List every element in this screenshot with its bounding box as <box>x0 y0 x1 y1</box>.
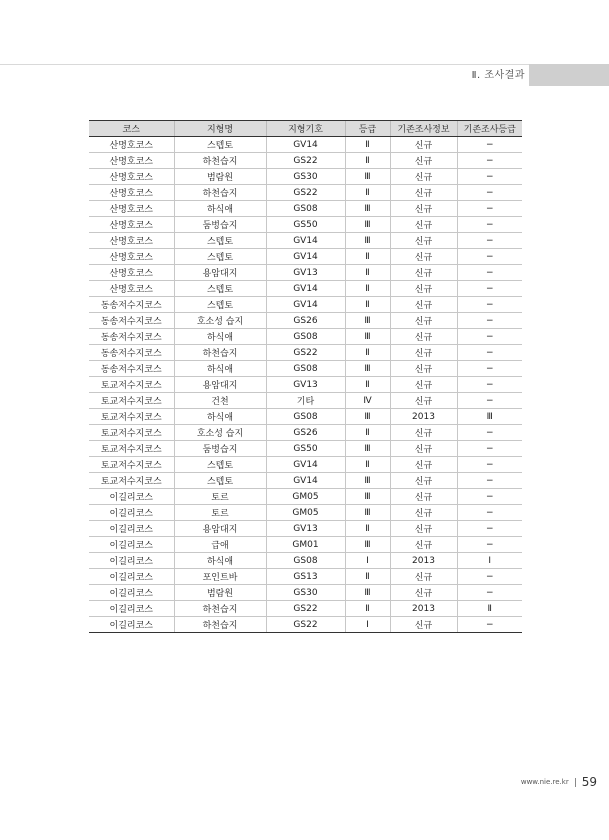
cell-prior-survey-info: 신규 <box>390 441 457 457</box>
table-row <box>89 585 522 601</box>
cell-landform-code: GM05 <box>266 505 345 521</box>
cell-prior-survey-info: 2013 <box>390 601 457 617</box>
column-header-landform-name: 지형명 <box>174 121 266 137</box>
cell-landform-name: 스텝토 <box>174 281 266 297</box>
cell-landform-name: 스텝토 <box>174 233 266 249</box>
cell-prior-survey-info: 신규 <box>390 585 457 601</box>
table-row <box>89 393 522 409</box>
cell-course: 산명호코스 <box>89 249 174 265</box>
cell-landform-name: 범람원 <box>174 169 266 185</box>
cell-landform-name: 용암대지 <box>174 265 266 281</box>
cell-grade: Ⅲ <box>345 409 390 425</box>
cell-course: 토교저수지코스 <box>89 441 174 457</box>
column-header-landform-code: 지형기호 <box>266 121 345 137</box>
cell-landform-code: GS22 <box>266 345 345 361</box>
cell-prior-survey-info: 신규 <box>390 377 457 393</box>
cell-grade: Ⅰ <box>345 617 390 633</box>
cell-landform-code: GS30 <box>266 585 345 601</box>
table-row <box>89 201 522 217</box>
table-row <box>89 505 522 521</box>
table-row <box>89 377 522 393</box>
cell-prior-survey-grade: − <box>457 569 522 585</box>
cell-grade: Ⅲ <box>345 217 390 233</box>
cell-prior-survey-grade: − <box>457 473 522 489</box>
cell-grade: Ⅲ <box>345 441 390 457</box>
cell-grade: Ⅲ <box>345 537 390 553</box>
cell-landform-code: GS08 <box>266 409 345 425</box>
cell-prior-survey-grade: − <box>457 233 522 249</box>
cell-landform-name: 건천 <box>174 393 266 409</box>
cell-prior-survey-grade: − <box>457 521 522 537</box>
cell-landform-name: 토르 <box>174 505 266 521</box>
table-row <box>89 537 522 553</box>
cell-landform-code: GS08 <box>266 553 345 569</box>
table-row <box>89 313 522 329</box>
table-row <box>89 409 522 425</box>
cell-course: 동송저수지코스 <box>89 297 174 313</box>
cell-prior-survey-grade: − <box>457 281 522 297</box>
table-row <box>89 297 522 313</box>
cell-grade: Ⅱ <box>345 521 390 537</box>
cell-course: 이길리코스 <box>89 537 174 553</box>
cell-grade: Ⅲ <box>345 169 390 185</box>
cell-landform-name: 하식애 <box>174 201 266 217</box>
cell-landform-code: GS08 <box>266 329 345 345</box>
cell-course: 이길리코스 <box>89 617 174 633</box>
cell-prior-survey-info: 신규 <box>390 169 457 185</box>
table-row <box>89 441 522 457</box>
cell-landform-code: GS30 <box>266 169 345 185</box>
cell-landform-name: 스텝토 <box>174 297 266 313</box>
cell-landform-code: GV14 <box>266 249 345 265</box>
table-row <box>89 329 522 345</box>
cell-grade: Ⅱ <box>345 569 390 585</box>
cell-course: 동송저수지코스 <box>89 345 174 361</box>
cell-landform-code: GV14 <box>266 473 345 489</box>
cell-grade: Ⅳ <box>345 393 390 409</box>
cell-landform-code: GV14 <box>266 233 345 249</box>
header-tab-block <box>529 64 609 86</box>
cell-course: 토교저수지코스 <box>89 409 174 425</box>
cell-landform-name: 둠벙습지 <box>174 441 266 457</box>
table-row <box>89 489 522 505</box>
cell-grade: Ⅱ <box>345 137 390 153</box>
table-row <box>89 457 522 473</box>
table-row <box>89 569 522 585</box>
cell-course: 토교저수지코스 <box>89 457 174 473</box>
cell-landform-name: 하천습지 <box>174 185 266 201</box>
cell-grade: Ⅱ <box>345 281 390 297</box>
cell-prior-survey-grade: − <box>457 329 522 345</box>
cell-prior-survey-grade: − <box>457 153 522 169</box>
table-row <box>89 521 522 537</box>
cell-prior-survey-grade: − <box>457 265 522 281</box>
cell-landform-code: 기타 <box>266 393 345 409</box>
cell-grade: Ⅱ <box>345 185 390 201</box>
page-number: 59 <box>581 775 597 789</box>
cell-landform-name: 용암대지 <box>174 377 266 393</box>
table-body <box>89 137 522 633</box>
cell-course: 동송저수지코스 <box>89 329 174 345</box>
cell-landform-code: GS22 <box>266 153 345 169</box>
table-row <box>89 265 522 281</box>
cell-prior-survey-grade: − <box>457 393 522 409</box>
cell-prior-survey-info: 신규 <box>390 297 457 313</box>
cell-landform-code: GV13 <box>266 521 345 537</box>
cell-prior-survey-grade: − <box>457 249 522 265</box>
cell-course: 산명호코스 <box>89 233 174 249</box>
cell-landform-code: GV14 <box>266 137 345 153</box>
cell-prior-survey-info: 신규 <box>390 521 457 537</box>
table-row <box>89 169 522 185</box>
cell-prior-survey-grade: − <box>457 201 522 217</box>
table-row <box>89 361 522 377</box>
cell-course: 토교저수지코스 <box>89 473 174 489</box>
cell-prior-survey-info: 2013 <box>390 409 457 425</box>
cell-landform-code: GV14 <box>266 457 345 473</box>
cell-grade: Ⅲ <box>345 489 390 505</box>
cell-grade: Ⅰ <box>345 553 390 569</box>
page-footer <box>521 772 597 792</box>
cell-grade: Ⅲ <box>345 313 390 329</box>
cell-prior-survey-info: 신규 <box>390 617 457 633</box>
cell-course: 산명호코스 <box>89 201 174 217</box>
cell-prior-survey-info: 신규 <box>390 185 457 201</box>
cell-landform-code: GS08 <box>266 361 345 377</box>
cell-prior-survey-info: 신규 <box>390 345 457 361</box>
table-header-row <box>89 121 522 137</box>
cell-course: 산명호코스 <box>89 185 174 201</box>
cell-prior-survey-info: 신규 <box>390 233 457 249</box>
cell-course: 산명호코스 <box>89 169 174 185</box>
cell-grade: Ⅱ <box>345 425 390 441</box>
cell-prior-survey-info: 신규 <box>390 425 457 441</box>
cell-grade: Ⅱ <box>345 601 390 617</box>
cell-landform-code: GS26 <box>266 425 345 441</box>
table-row <box>89 233 522 249</box>
cell-prior-survey-info: 신규 <box>390 537 457 553</box>
cell-prior-survey-info: 신규 <box>390 153 457 169</box>
cell-grade: Ⅱ <box>345 457 390 473</box>
cell-course: 이길리코스 <box>89 585 174 601</box>
cell-prior-survey-info: 신규 <box>390 489 457 505</box>
footer-url: www.nie.re.kr <box>520 778 569 786</box>
cell-grade: Ⅱ <box>345 153 390 169</box>
cell-landform-name: 하식애 <box>174 361 266 377</box>
cell-landform-code: GM01 <box>266 537 345 553</box>
table-row <box>89 617 522 633</box>
cell-landform-name: 호소성 습지 <box>174 313 266 329</box>
cell-landform-code: GS26 <box>266 313 345 329</box>
cell-landform-code: GS50 <box>266 217 345 233</box>
cell-landform-code: GS22 <box>266 185 345 201</box>
cell-prior-survey-grade: − <box>457 585 522 601</box>
cell-prior-survey-grade: − <box>457 457 522 473</box>
cell-course: 이길리코스 <box>89 489 174 505</box>
table-row <box>89 137 522 153</box>
cell-course: 이길리코스 <box>89 505 174 521</box>
cell-course: 산명호코스 <box>89 137 174 153</box>
cell-prior-survey-grade: − <box>457 505 522 521</box>
cell-prior-survey-grade: − <box>457 377 522 393</box>
cell-prior-survey-info: 신규 <box>390 217 457 233</box>
cell-prior-survey-info: 신규 <box>390 473 457 489</box>
cell-prior-survey-grade: − <box>457 441 522 457</box>
cell-landform-name: 하식애 <box>174 409 266 425</box>
table-row <box>89 249 522 265</box>
cell-prior-survey-info: 신규 <box>390 281 457 297</box>
cell-grade: Ⅲ <box>345 361 390 377</box>
table-row <box>89 601 522 617</box>
table-row <box>89 553 522 569</box>
cell-prior-survey-grade: − <box>457 297 522 313</box>
section-title: Ⅱ. 조사결과 <box>471 70 525 81</box>
cell-landform-code: GV14 <box>266 297 345 313</box>
header-rule <box>0 64 609 65</box>
cell-prior-survey-grade: − <box>457 137 522 153</box>
cell-course: 산명호코스 <box>89 281 174 297</box>
cell-grade: Ⅱ <box>345 345 390 361</box>
cell-landform-name: 하천습지 <box>174 617 266 633</box>
cell-prior-survey-grade: Ⅱ <box>457 601 522 617</box>
column-header-prior-survey-grade: 기존조사등급 <box>457 121 522 137</box>
cell-landform-name: 하식애 <box>174 329 266 345</box>
cell-prior-survey-grade: − <box>457 361 522 377</box>
cell-course: 토교저수지코스 <box>89 377 174 393</box>
cell-landform-name: 범람원 <box>174 585 266 601</box>
cell-grade: Ⅲ <box>345 201 390 217</box>
table-row <box>89 345 522 361</box>
cell-prior-survey-info: 신규 <box>390 329 457 345</box>
table-row <box>89 281 522 297</box>
cell-prior-survey-grade: − <box>457 489 522 505</box>
cell-landform-name: 스텝토 <box>174 137 266 153</box>
cell-course: 이길리코스 <box>89 601 174 617</box>
cell-grade: Ⅱ <box>345 249 390 265</box>
cell-grade: Ⅲ <box>345 585 390 601</box>
cell-landform-name: 포인트바 <box>174 569 266 585</box>
cell-grade: Ⅲ <box>345 233 390 249</box>
cell-landform-code: GV13 <box>266 265 345 281</box>
cell-prior-survey-grade: − <box>457 425 522 441</box>
cell-prior-survey-info: 신규 <box>390 313 457 329</box>
cell-prior-survey-info: 신규 <box>390 569 457 585</box>
cell-landform-code: GS13 <box>266 569 345 585</box>
cell-prior-survey-grade: Ⅰ <box>457 553 522 569</box>
cell-landform-name: 용암대지 <box>174 521 266 537</box>
cell-grade: Ⅲ <box>345 505 390 521</box>
cell-grade: Ⅱ <box>345 265 390 281</box>
cell-landform-code: GS22 <box>266 617 345 633</box>
cell-course: 동송저수지코스 <box>89 313 174 329</box>
cell-course: 토교저수지코스 <box>89 425 174 441</box>
cell-prior-survey-grade: − <box>457 617 522 633</box>
cell-landform-name: 하천습지 <box>174 153 266 169</box>
table-row <box>89 473 522 489</box>
cell-prior-survey-info: 2013 <box>390 553 457 569</box>
cell-course: 산명호코스 <box>89 153 174 169</box>
footer-divider <box>575 778 576 787</box>
cell-landform-code: GM05 <box>266 489 345 505</box>
cell-landform-name: 하천습지 <box>174 345 266 361</box>
table-row <box>89 153 522 169</box>
cell-course: 이길리코스 <box>89 569 174 585</box>
cell-prior-survey-grade: − <box>457 217 522 233</box>
cell-landform-name: 둠벙습지 <box>174 217 266 233</box>
table-row <box>89 217 522 233</box>
cell-course: 동송저수지코스 <box>89 361 174 377</box>
column-header-course: 코스 <box>89 121 174 137</box>
cell-prior-survey-grade: − <box>457 537 522 553</box>
cell-landform-name: 스텝토 <box>174 249 266 265</box>
cell-landform-name: 하천습지 <box>174 601 266 617</box>
cell-grade: Ⅱ <box>345 297 390 313</box>
cell-course: 토교저수지코스 <box>89 393 174 409</box>
table-row <box>89 185 522 201</box>
cell-course: 산명호코스 <box>89 265 174 281</box>
cell-prior-survey-info: 신규 <box>390 249 457 265</box>
cell-grade: Ⅱ <box>345 377 390 393</box>
cell-landform-code: GV14 <box>266 281 345 297</box>
cell-grade: Ⅲ <box>345 473 390 489</box>
cell-grade: Ⅲ <box>345 329 390 345</box>
cell-prior-survey-info: 신규 <box>390 137 457 153</box>
cell-prior-survey-grade: − <box>457 185 522 201</box>
cell-landform-code: GS08 <box>266 201 345 217</box>
column-header-grade: 등급 <box>345 121 390 137</box>
cell-course: 산명호코스 <box>89 217 174 233</box>
cell-prior-survey-info: 신규 <box>390 505 457 521</box>
cell-landform-code: GS50 <box>266 441 345 457</box>
cell-prior-survey-grade: − <box>457 169 522 185</box>
cell-landform-name: 급애 <box>174 537 266 553</box>
cell-landform-name: 하식애 <box>174 553 266 569</box>
table-row <box>89 425 522 441</box>
cell-landform-name: 스텝토 <box>174 473 266 489</box>
cell-prior-survey-grade: − <box>457 313 522 329</box>
cell-landform-name: 스텝토 <box>174 457 266 473</box>
cell-prior-survey-grade: Ⅲ <box>457 409 522 425</box>
cell-landform-code: GV13 <box>266 377 345 393</box>
cell-prior-survey-info: 신규 <box>390 265 457 281</box>
cell-prior-survey-info: 신규 <box>390 457 457 473</box>
cell-landform-name: 토르 <box>174 489 266 505</box>
cell-course: 이길리코스 <box>89 521 174 537</box>
cell-landform-name: 호소성 습지 <box>174 425 266 441</box>
cell-prior-survey-grade: − <box>457 345 522 361</box>
cell-prior-survey-info: 신규 <box>390 361 457 377</box>
survey-results-table <box>89 120 522 633</box>
cell-prior-survey-info: 신규 <box>390 393 457 409</box>
cell-course: 이길리코스 <box>89 553 174 569</box>
cell-landform-code: GS22 <box>266 601 345 617</box>
column-header-prior-survey-info: 기존조사정보 <box>390 121 457 137</box>
cell-prior-survey-info: 신규 <box>390 201 457 217</box>
